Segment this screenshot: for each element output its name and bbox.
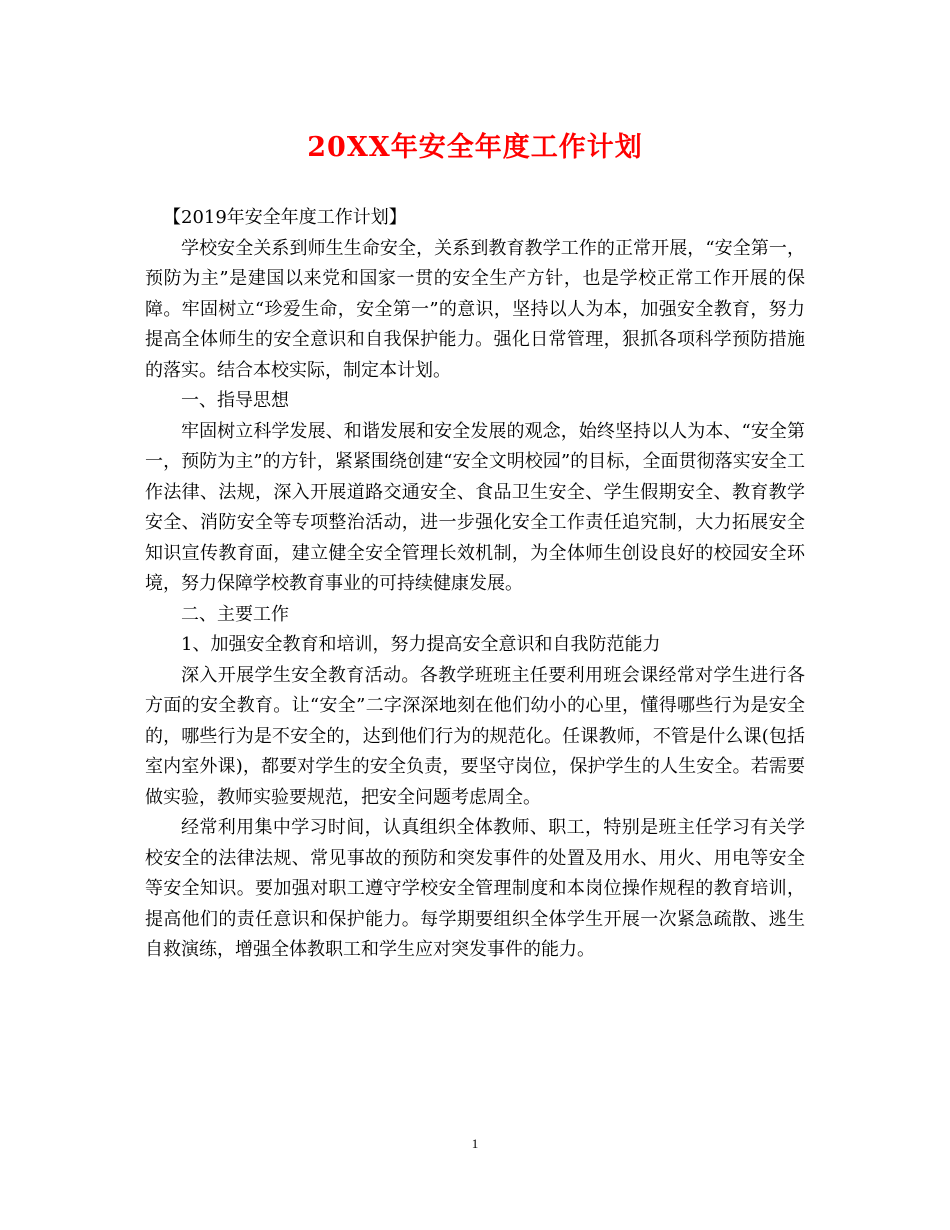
page-number: 1 — [471, 1136, 479, 1151]
section-heading-main-work: 二、主要工作 — [181, 603, 289, 625]
plan-subtitle-paragraph: 【2019年安全年度工作计划】 — [163, 207, 407, 228]
section-heading-guiding-ideology: 一、指导思想 — [181, 390, 289, 411]
staff-training-paragraph: 经常利用集中学习时间，认真组织全体教师、职工，特别是班主任学习有关学校安全的法律法规、常见事故的预防和突发事件的处置及用水、用火、用电等安全等安全知识。要加强对职工遵守学校安全管理制度和本岗位操作规程的教育培训，提高他们的责任意识和保护能力。每学期要组织全体学生开展一次紧急疏散、逃生自救演练，增强全体教职工和学生应对突发事件的能力。 — [145, 817, 805, 960]
document-title: 20XX年安全年度工作计划 — [307, 132, 643, 163]
guiding-ideology-paragraph: 牢固树立科学发展、和谐发展和安全发展的观念，始终坚持以人为本、“安全第一，预防为主”的方针，紧紧围绕创建“安全文明校园”的目标，全面贯彻落实安全工作法律、法规，深入开展道路交通安全、食品卫生安全、学生假期安全、教育教学安全、消防安全等专项整治活动，进一步强化安全工作责任追究制，大力拓展安全知识宣传教育面，建立健全安全管理长效机制，为全体师生创设良好的校园安全环境，努力保障学校教育事业的可持续健康发展。 — [145, 420, 805, 594]
student-safety-education-paragraph: 深入开展学生安全教育活动。各教学班班主任要利用班会课经常对学生进行各方面的安全教育。让“安全”二字深深地刻在他们幼小的心里，懂得哪些行为是安全的，哪些行为是不安全的，达到他们行为的规范化。任课教师，不管是什么课(包括室内室外课)，都要对学生的安全负责，要坚守岗位，保护学生的人生安全。若需要做实验，教师实验要规范，把安全问题考虑周全。 — [145, 664, 805, 808]
intro-paragraph: 学校安全关系到师生生命安全，关系到教育教学工作的正常开展，“安全第一，预防为主”是建国以来党和国家一贯的安全生产方针，也是学校正常工作开展的保障。牢固树立“珍爱生命，安全第一”的意识，坚持以人为本，加强安全教育，努力提高全体师生的安全意识和自我保护能力。强化日常管理，狠抓各项科学预防措施的落实。结合本校实际，制定本计划。 — [145, 237, 805, 381]
document-body — [145, 203, 805, 966]
subsection-heading-safety-education: 1、加强安全教育和培训，努力提高安全意识和自我防范能力 — [181, 634, 661, 655]
